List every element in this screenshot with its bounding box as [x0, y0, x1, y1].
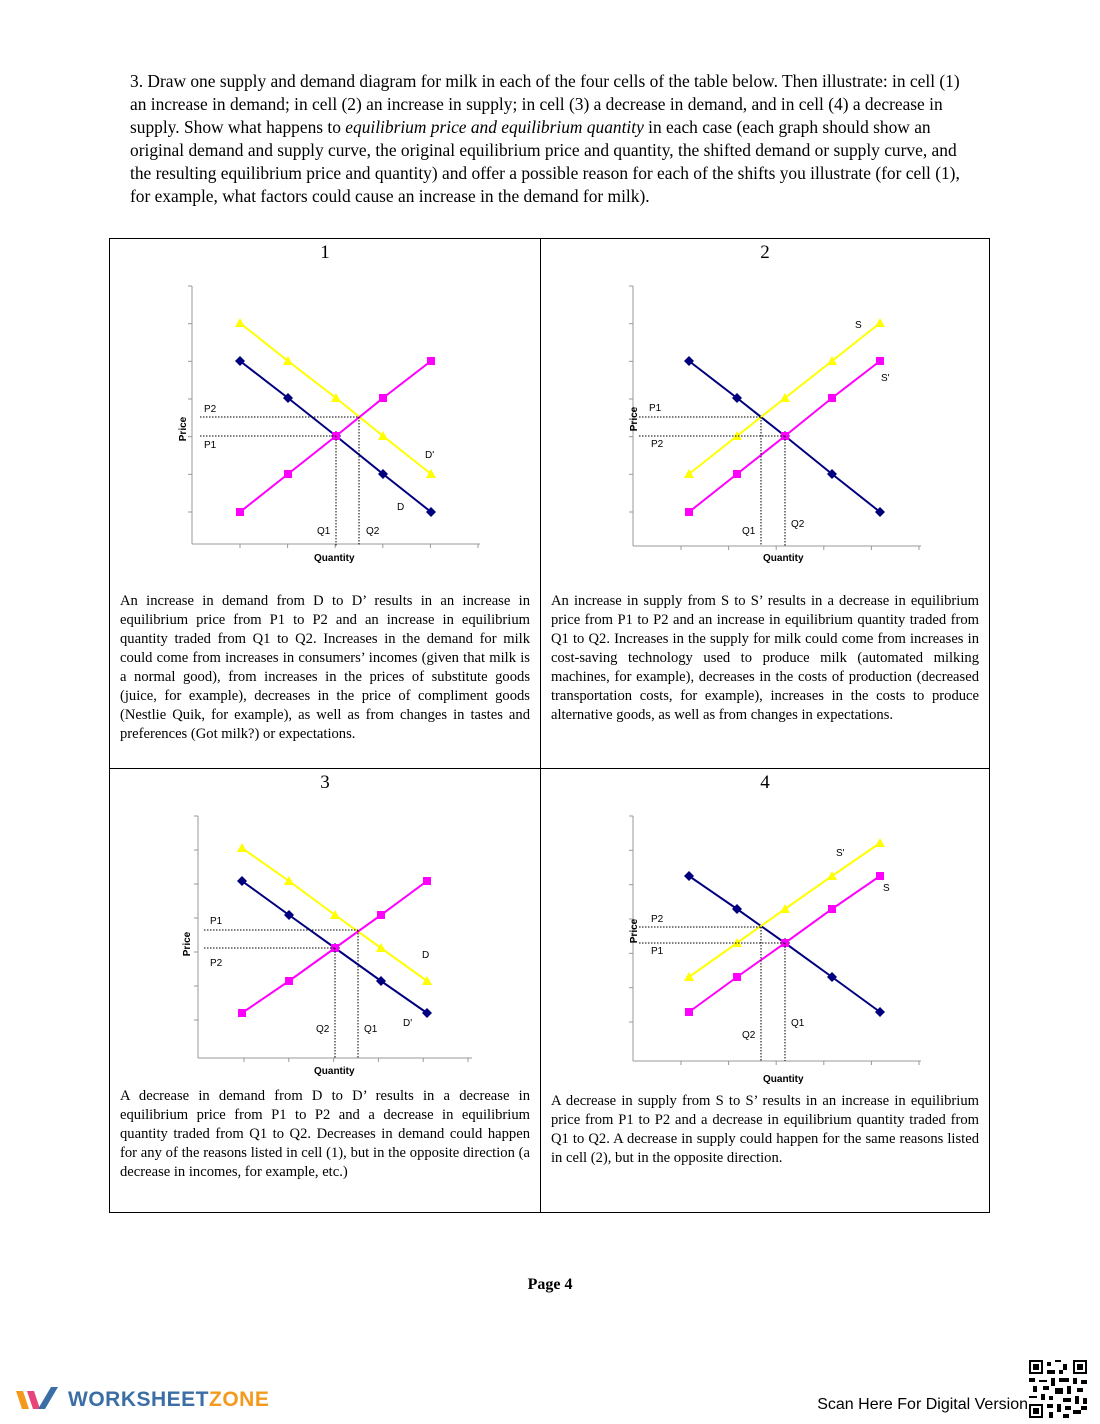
supply-original-point [876, 872, 884, 880]
x-axis-label: Quantity [314, 553, 355, 564]
question-post: in each case (each graph should show an original demand and supply curve, the original equilibrium price and quantity, the shifted demand or supply curve, and the resulting equilibrium price and quantity) and offer a possible reason for each of the shifts you illustrate (for cell (1), for example, what factors could cause an increase in the demand for milk). [130, 117, 960, 206]
supply-original-point [828, 905, 836, 913]
x-axis-label: Quantity [763, 553, 804, 564]
price-label-p1: P1 [649, 403, 662, 414]
page-number: Page 4 [527, 1276, 573, 1293]
price-label-p1: P1 [210, 916, 223, 927]
curve-label-d-prime: D' [403, 1018, 413, 1029]
quantity-label-q1: Q1 [317, 526, 331, 537]
supply-shifted-point [733, 470, 741, 478]
cell-number: 2 [760, 242, 770, 263]
x-axis-label: Quantity [314, 1066, 355, 1077]
curve-label-d-prime: D' [425, 450, 435, 461]
curve-label-s-prime: S' [881, 373, 890, 384]
price-label-p1: P1 [204, 440, 217, 451]
demand-shifted-point [235, 318, 245, 327]
question-text [130, 70, 980, 208]
answer-table [109, 238, 990, 1213]
supply-original-point [733, 973, 741, 981]
cell-number: 1 [320, 242, 330, 263]
graph-cell-1 [170, 284, 490, 574]
cell-number: 3 [320, 772, 330, 793]
supply-point [284, 470, 292, 478]
curve-label-d: D [397, 502, 405, 513]
price-label-p2: P2 [210, 958, 223, 969]
cell-text: An increase in supply from S to S’ results in a decrease in equilibrium price from P1 to P2 and an increase in equilibrium quantity traded from Q1 to Q2. Increases in the supply for milk could come from increases in cost-saving technology used to produce milk (automated milking machines, for example), decreases in the costs of production (decreased transportation costs, for example), increases in the costs to produce alternative goods, as well as from changes in expectations. [551, 593, 979, 723]
curve-label-s: S [883, 883, 890, 894]
supply-shifted-point [876, 357, 884, 365]
graph-cell-4 [611, 814, 931, 1104]
logo-word-1: WORKSHEET [68, 1388, 209, 1411]
supply-shifted-point [685, 508, 693, 516]
supply-shifted-point [828, 394, 836, 402]
quantity-label-q1: Q1 [742, 526, 756, 537]
quantity-label-q1: Q1 [364, 1024, 378, 1035]
y-axis-label: Price [629, 406, 640, 432]
y-axis-label: Price [182, 931, 193, 957]
cell-2 [541, 239, 989, 768]
supply-shifted-point [827, 871, 837, 880]
question-emphasis: equilibrium price and equilibrium quantity [345, 117, 644, 137]
question-pre: 3. Draw one supply and demand diagram for milk in each of the four cells of the table below. Then illustrate: in cell (1) an increase in demand; in cell (2) an increase in supply; in cell (3) a decrease in demand, and in cell (4) a decrease in supply. Show what happens to [130, 71, 960, 137]
worksheetzone-logo-text [68, 1388, 269, 1412]
cell-4 [541, 769, 989, 1212]
qr-code-icon[interactable] [1029, 1360, 1087, 1418]
supply-shifted-point [875, 838, 885, 847]
y-axis-label: Price [178, 416, 189, 442]
graph-cell-3 [170, 814, 490, 1104]
curve-label-s: S [855, 320, 862, 331]
cell-text: An increase in demand from D to D’ results in an increase in equilibrium price from P1 to P2 and an increase in equilibrium quantity traded from Q1 to Q2. Increases in the demand for milk could come from increases in consumers’ incomes (given that milk is a normal good), from increases in the prices of substitute goods (juice, for example), decreases in the price of compliment goods (Nestlie Quik, for example), as well as from changes in tastes and preferences (Got milk?) or expectations. [120, 593, 530, 742]
worksheetzone-logo-icon [14, 1385, 62, 1415]
cell-1 [110, 239, 540, 768]
supply-point [423, 877, 431, 885]
logo-word-2: ZONE [209, 1388, 270, 1411]
price-label-p2: P2 [651, 439, 664, 450]
supply-point [285, 977, 293, 985]
supply-point [238, 1009, 246, 1017]
cell-number: 4 [760, 772, 770, 793]
graph-cell-2 [611, 284, 931, 574]
curve-label-s-prime: S' [836, 848, 845, 859]
quantity-label-q1: Q1 [791, 1018, 805, 1029]
demand-original-point [237, 843, 247, 852]
quantity-label-q2: Q2 [791, 519, 805, 530]
supply-point [377, 911, 385, 919]
supply-point [236, 508, 244, 516]
supply-original-point [875, 318, 885, 327]
price-label-p2: P2 [651, 914, 664, 925]
quantity-label-q2: Q2 [316, 1024, 330, 1035]
price-label-p2: P2 [204, 404, 217, 415]
supply-original-point [685, 1008, 693, 1016]
price-label-p1: P1 [651, 946, 664, 957]
scan-caption: Scan Here For Digital Version [817, 1396, 1028, 1413]
y-axis-label: Price [629, 918, 640, 944]
curve-label-d: D [422, 950, 430, 961]
cell-text: A decrease in supply from S to S’ results in an increase in equilibrium price from P1 to P2 and a decrease in equilibrium quantity traded from Q1 to Q2. A decrease in supply could happen for the same reasons listed in cell (2), but in the opposite direction. [551, 1093, 979, 1166]
supply-point [427, 357, 435, 365]
supply-point [379, 394, 387, 402]
x-axis-label: Quantity [763, 1074, 804, 1085]
quantity-label-q2: Q2 [742, 1030, 756, 1041]
cell-3 [110, 769, 540, 1212]
quantity-label-q2: Q2 [366, 526, 380, 537]
cell-text: A decrease in demand from D to D’ results in a decrease in equilibrium price from P1 to P2 and a decrease in equilibrium quantity traded from Q1 to Q2. Decreases in demand could happen for any of the reasons listed in cell (1), but in the opposite direction (a decrease in incomes, for example, etc.) [120, 1088, 530, 1180]
